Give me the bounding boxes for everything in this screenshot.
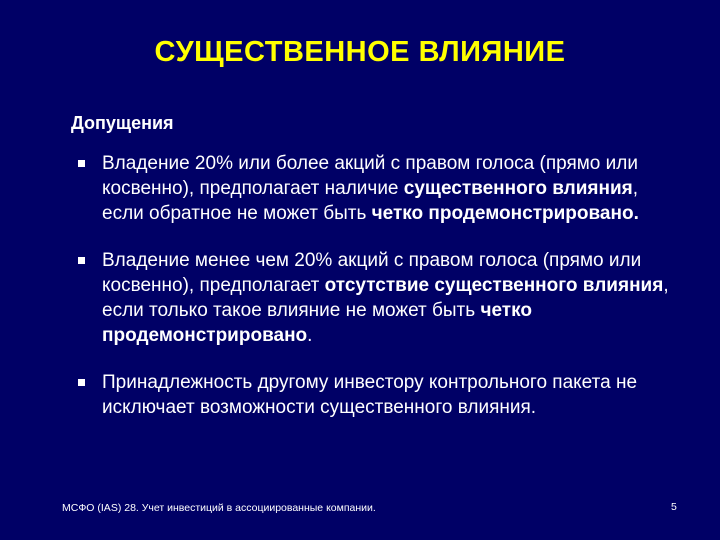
bullet-text-part: , если только такое влияние не может быть: [102, 275, 669, 321]
bullet-bold-part: отсутствие существенного влияния: [324, 275, 664, 296]
slide-subtitle: Допущения: [71, 113, 174, 133]
bullet-bold-part: существенного влияния: [403, 178, 633, 199]
bullet-text-part: Принадлежность другому инвестору контрольного пакета не исключает возможности существенного влияния.: [102, 372, 638, 418]
bullet-text: [102, 248, 670, 348]
bullet-text-part: Владение менее чем 20% акций с правом голоса (прямо или косвенно), предполагает: [102, 250, 642, 296]
bullet-text: [102, 370, 670, 420]
bullet-text-part: , если обратное не может быть: [102, 178, 639, 224]
page-number: 5: [671, 501, 677, 513]
bullet-square-icon: [78, 160, 85, 167]
slide-title: СУЩЕСТВЕННОЕ ВЛИЯНИЕ: [154, 36, 566, 68]
footer-source: МСФО (IAS) 28. Учет инвестиций в ассоциированные компании.: [62, 502, 376, 514]
bullet-list: [70, 151, 670, 442]
bullet-text: [102, 151, 670, 226]
bullet-item: [70, 370, 670, 420]
bullet-item: [70, 151, 670, 226]
bullet-text-part: .: [307, 325, 313, 346]
bullet-square-icon: [78, 257, 85, 264]
bullet-bold-part: четко продемонстрировано.: [371, 203, 639, 224]
bullet-bold-part: четко продемонстрировано: [102, 300, 532, 346]
bullet-square-icon: [78, 379, 85, 386]
bullet-item: [70, 248, 670, 348]
bullet-text-part: Владение 20% или более акций с правом голоса (прямо или косвенно), предполагает наличие: [102, 153, 638, 199]
